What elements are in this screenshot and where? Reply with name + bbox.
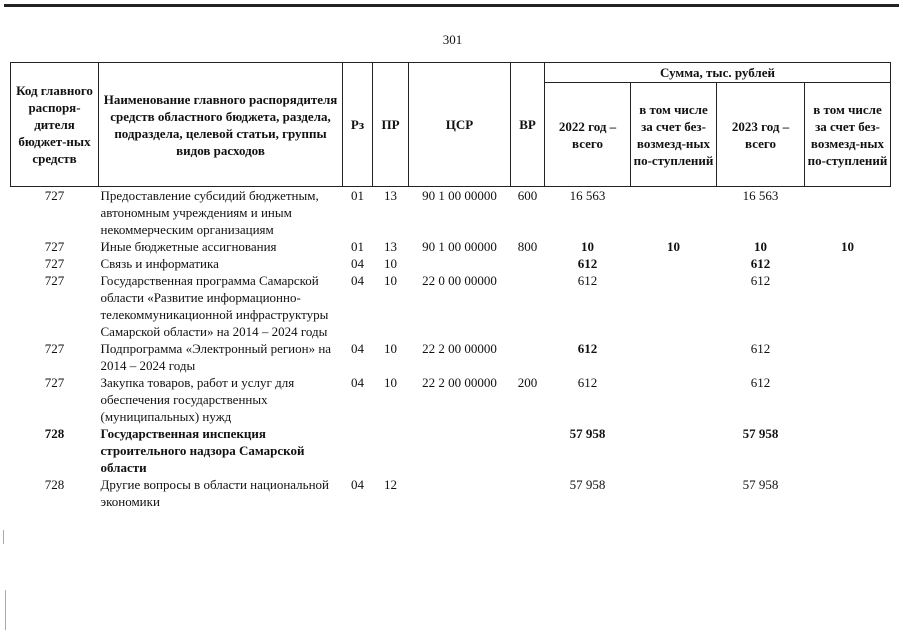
cell-pr: 10 bbox=[384, 375, 397, 390]
cell-name: Связь и информатика bbox=[100, 256, 219, 271]
cell-vr bbox=[511, 340, 545, 374]
col-kod-header: Код главного распоря-дителя бюджет-ных средств bbox=[11, 63, 99, 187]
cell-2022-incl: 10 bbox=[667, 239, 680, 254]
cell-csr bbox=[409, 425, 511, 476]
table-row bbox=[11, 187, 891, 239]
col-2023-incl-header: в том числе за счет без-возмезд-ных по-ступлений bbox=[805, 83, 891, 187]
cell-2022-incl bbox=[631, 272, 717, 340]
cell-pr: 10 bbox=[384, 273, 397, 288]
cell-pr: 12 bbox=[384, 477, 397, 492]
cell-rz: 01 bbox=[351, 239, 364, 254]
table-row bbox=[11, 272, 891, 340]
cell-2022-total: 612 bbox=[577, 273, 598, 288]
top-rule bbox=[4, 4, 899, 7]
cell-2023-total: 57 958 bbox=[742, 426, 779, 441]
cell-2022-total: 612 bbox=[577, 375, 598, 390]
cell-2023-total: 612 bbox=[750, 341, 771, 356]
cell-2022-total: 10 bbox=[581, 239, 594, 254]
cell-name: Закупка товаров, работ и услуг для обеспечения государственных (муниципальных) нужд bbox=[100, 375, 295, 424]
table-row bbox=[11, 340, 891, 374]
col-pr-header: ПР bbox=[373, 63, 409, 187]
col-csr-header: ЦСР bbox=[409, 63, 511, 187]
cell-csr: 22 2 00 00000 bbox=[422, 341, 497, 356]
cell-2022-total: 16 563 bbox=[569, 188, 606, 203]
cell-kod: 727 bbox=[44, 273, 65, 288]
cell-vr: 600 bbox=[517, 188, 538, 203]
table-row bbox=[11, 238, 891, 255]
cell-rz: 01 bbox=[351, 188, 364, 203]
cell-csr: 90 1 00 00000 bbox=[422, 239, 497, 254]
table-row bbox=[11, 374, 891, 425]
cell-2022-total: 612 bbox=[577, 341, 598, 356]
cell-name: Другие вопросы в области национальной экономики bbox=[100, 477, 329, 509]
cell-2022-total: 612 bbox=[577, 256, 598, 271]
scan-artifact bbox=[5, 590, 6, 630]
cell-kod: 728 bbox=[44, 477, 65, 492]
cell-pr: 13 bbox=[384, 188, 397, 203]
cell-vr bbox=[511, 272, 545, 340]
cell-vr: 800 bbox=[517, 239, 538, 254]
cell-name: Государственная программа Самарской области «Развитие информационно-телекоммуникационной инфраструктуры Самарской области» на 2014 – 2024 годы bbox=[100, 273, 329, 339]
cell-2022-incl bbox=[631, 374, 717, 425]
cell-2023-incl: 10 bbox=[841, 239, 854, 254]
budget-table bbox=[10, 62, 891, 510]
col-vr-header: ВР bbox=[511, 63, 545, 187]
col-rz-header: Рз bbox=[343, 63, 373, 187]
cell-pr: 10 bbox=[384, 256, 397, 271]
table-row bbox=[11, 425, 891, 476]
scan-artifact bbox=[3, 530, 4, 544]
cell-2023-incl bbox=[805, 340, 891, 374]
cell-pr: 13 bbox=[384, 239, 397, 254]
cell-kod: 727 bbox=[44, 375, 65, 390]
cell-vr bbox=[511, 255, 545, 272]
cell-rz: 04 bbox=[351, 341, 364, 356]
col-2023-total-header: 2023 год – всего bbox=[717, 83, 805, 187]
cell-vr: 200 bbox=[517, 375, 538, 390]
cell-2022-incl bbox=[631, 255, 717, 272]
cell-2023-incl bbox=[805, 255, 891, 272]
col-name-header: Наименование главного распорядителя средств областного бюджета, раздела, подраздела, целевой статьи, группы видов расходов bbox=[99, 63, 343, 187]
cell-2023-total: 16 563 bbox=[742, 188, 779, 203]
cell-name: Подпрограмма «Электронный регион» на 2014 – 2024 годы bbox=[100, 341, 332, 373]
table-row bbox=[11, 476, 891, 510]
cell-rz bbox=[343, 425, 373, 476]
cell-2023-incl bbox=[805, 272, 891, 340]
cell-2023-total: 612 bbox=[750, 256, 771, 271]
cell-kod: 728 bbox=[44, 426, 65, 441]
cell-2023-total: 57 958 bbox=[742, 477, 779, 492]
cell-2022-incl bbox=[631, 476, 717, 510]
cell-2022-total: 57 958 bbox=[569, 477, 606, 492]
col-2022-total-header: 2022 год – всего bbox=[545, 83, 631, 187]
cell-rz: 04 bbox=[351, 273, 364, 288]
cell-kod: 727 bbox=[44, 239, 65, 254]
cell-2022-incl bbox=[631, 187, 717, 239]
cell-csr: 90 1 00 00000 bbox=[422, 188, 497, 203]
cell-kod: 727 bbox=[44, 188, 65, 203]
cell-name: Иные бюджетные ассигнования bbox=[100, 239, 277, 254]
cell-pr: 10 bbox=[384, 341, 397, 356]
cell-name: Государственная инспекция строительного надзора Самарской области bbox=[100, 426, 305, 475]
cell-rz: 04 bbox=[351, 375, 364, 390]
cell-2023-incl bbox=[805, 187, 891, 239]
cell-rz: 04 bbox=[351, 256, 364, 271]
cell-2023-total: 612 bbox=[750, 273, 771, 288]
table-row bbox=[11, 255, 891, 272]
cell-2023-total: 612 bbox=[750, 375, 771, 390]
cell-name: Предоставление субсидий бюджетным, автономным учреждениям и иным некоммерческим организациям bbox=[100, 188, 319, 237]
cell-2023-incl bbox=[805, 476, 891, 510]
cell-2023-incl bbox=[805, 425, 891, 476]
cell-2022-incl bbox=[631, 425, 717, 476]
cell-kod: 727 bbox=[44, 341, 65, 356]
cell-rz: 04 bbox=[351, 477, 364, 492]
cell-pr bbox=[373, 425, 409, 476]
cell-csr: 22 2 00 00000 bbox=[422, 375, 497, 390]
cell-kod: 727 bbox=[44, 256, 65, 271]
cell-2022-incl bbox=[631, 340, 717, 374]
cell-vr bbox=[511, 476, 545, 510]
sum-group-header: Сумма, тыс. рублей bbox=[545, 63, 891, 83]
cell-vr bbox=[511, 425, 545, 476]
page-number: 301 bbox=[442, 32, 463, 47]
cell-2022-total: 57 958 bbox=[569, 426, 606, 441]
cell-csr: 22 0 00 00000 bbox=[422, 273, 497, 288]
cell-csr bbox=[409, 476, 511, 510]
cell-csr bbox=[409, 255, 511, 272]
cell-2023-total: 10 bbox=[754, 239, 767, 254]
col-2022-incl-header: в том числе за счет без-возмезд-ных по-ступлений bbox=[631, 83, 717, 187]
cell-2023-incl bbox=[805, 374, 891, 425]
